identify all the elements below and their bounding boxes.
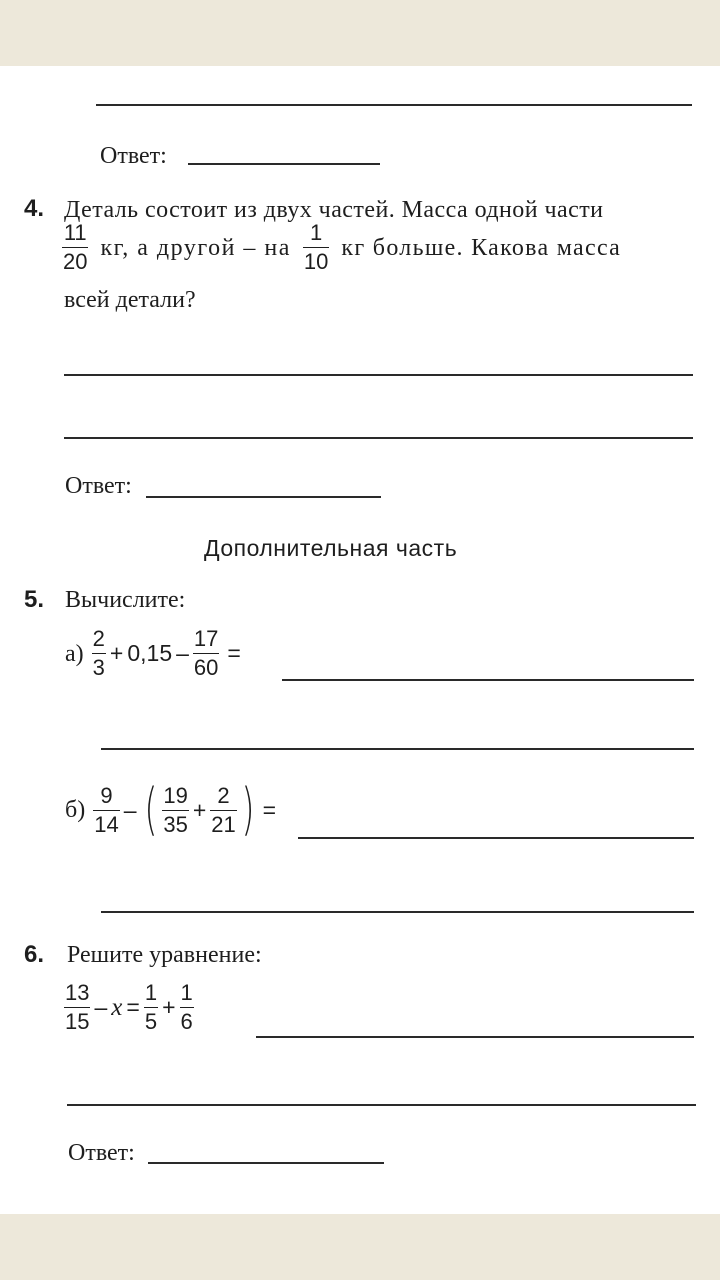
equals-sign: =: [227, 640, 241, 666]
denominator: 3: [92, 655, 105, 680]
numerator: 9: [100, 782, 113, 808]
task-prompt: Решите уравнение:: [67, 942, 262, 968]
denominator: 21: [211, 811, 236, 837]
answer-line: [101, 748, 694, 750]
task-prompt: Вычислите:: [65, 587, 186, 613]
expression-a: [65, 628, 245, 679]
operator: –: [94, 994, 108, 1020]
expression-b: [65, 777, 280, 842]
operator: +: [192, 796, 207, 823]
task-text-with-fractions: [62, 222, 621, 273]
left-parenthesis: (: [144, 777, 158, 842]
operator: +: [109, 640, 124, 666]
numerator: 2: [217, 782, 230, 808]
fraction: [64, 982, 90, 1033]
numerator: 1: [180, 980, 193, 1005]
task-number: 4.: [24, 195, 45, 222]
equals-sign: =: [126, 994, 140, 1020]
fraction: [62, 222, 88, 273]
numerator: 17: [193, 626, 219, 651]
answer-blank: [282, 679, 694, 681]
denominator: 60: [193, 655, 219, 680]
denominator: 6: [180, 1009, 193, 1034]
operator: –: [123, 796, 137, 823]
fraction: [210, 782, 236, 837]
task-text: кг больше. Какова масса: [341, 234, 622, 261]
answer-label: Ответ:: [68, 1140, 135, 1166]
answer-line: [67, 1104, 696, 1106]
equation: [64, 982, 194, 1033]
numerator: 11: [63, 220, 87, 245]
answer-label: Ответ:: [100, 143, 167, 169]
right-parenthesis: ): [241, 777, 255, 842]
answer-blank: [298, 837, 694, 839]
answer-line: [64, 437, 693, 439]
task-text: кг, а другой – на: [100, 234, 291, 261]
numerator: 19: [163, 782, 188, 808]
fraction: [180, 982, 194, 1033]
numerator: 13: [65, 980, 90, 1005]
answer-blank: [256, 1036, 694, 1038]
denominator: 5: [144, 1009, 158, 1034]
numerator: 2: [92, 626, 105, 651]
fraction: [162, 782, 188, 837]
fraction: [193, 628, 219, 679]
numerator: 1: [310, 220, 323, 245]
answer-blank: [146, 496, 381, 498]
denominator: 15: [65, 1009, 90, 1034]
answer-label: Ответ:: [65, 473, 132, 499]
task-number: 6.: [24, 941, 45, 968]
task-text: всей детали?: [64, 287, 196, 313]
denominator: 10: [303, 249, 329, 274]
fraction: [92, 628, 106, 679]
operator: –: [176, 640, 189, 666]
denominator: 35: [163, 811, 188, 837]
section-heading: Дополнительная часть: [204, 535, 458, 561]
equals-sign: =: [262, 796, 277, 823]
decimal-value: 0,15: [127, 640, 173, 666]
fraction: [303, 222, 329, 273]
denominator: 14: [94, 811, 119, 837]
task-number: 5.: [24, 586, 45, 613]
part-label: а): [65, 640, 84, 667]
answer-blank: [188, 163, 380, 165]
answer-line: [96, 104, 692, 106]
task-text: Деталь состоит из двух частей. Масса одной части: [64, 197, 604, 223]
variable: x: [111, 993, 123, 1021]
operator: +: [162, 994, 176, 1020]
answer-line: [64, 374, 693, 376]
numerator: 1: [144, 980, 158, 1005]
fraction: [144, 982, 158, 1033]
fraction: [93, 782, 119, 837]
denominator: 20: [63, 249, 88, 274]
answer-blank: [148, 1162, 384, 1164]
part-label: б): [65, 797, 86, 823]
answer-line: [101, 911, 694, 913]
